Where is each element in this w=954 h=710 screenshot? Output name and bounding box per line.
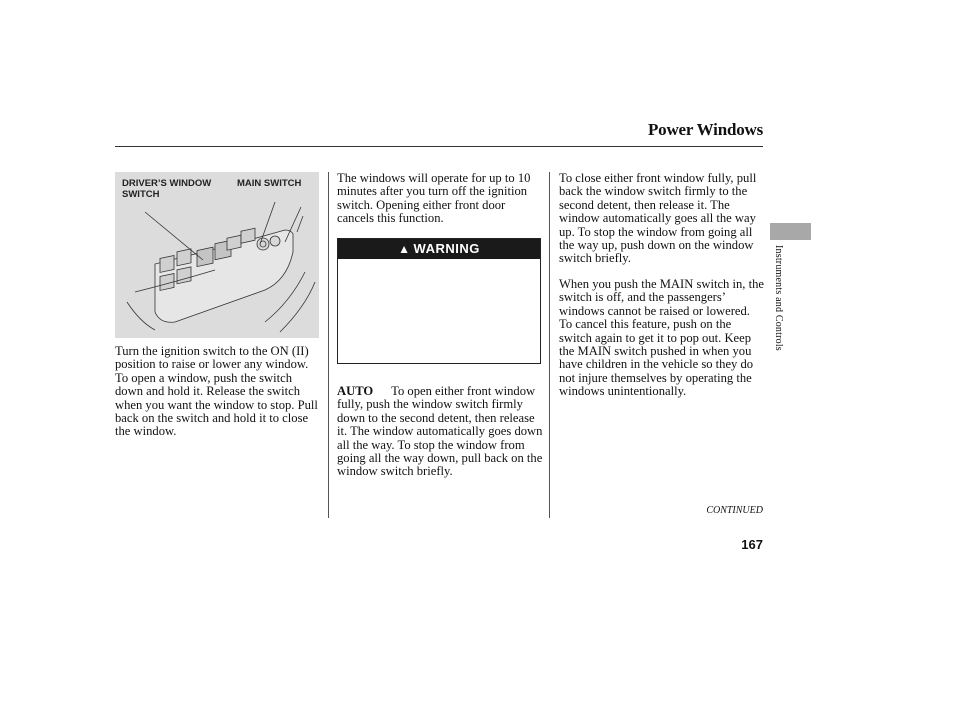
driver-window-switch-label <box>122 178 211 200</box>
column-divider-2 <box>549 172 550 518</box>
col3-paragraph-1: To close either front window fully, pull back the window switch firmly to the second detent, then release it. The window automatically goes all the way up. To stop the window from going all the way up, push down on the window switch briefly. <box>559 171 757 266</box>
section-tab-marker <box>770 223 811 240</box>
column-divider-1 <box>328 172 329 518</box>
col2-paragraph-1: The windows will operate for up to 10 minutes after you turn off the ignition switch. Opening either front door cancels this function. <box>337 171 531 226</box>
warning-header <box>338 239 540 259</box>
auto-paragraph <box>337 385 543 479</box>
main-switch-label: MAIN SWITCH <box>237 178 302 189</box>
continued-label: CONTINUED <box>706 505 763 516</box>
auto-label: AUTO <box>337 384 374 398</box>
header-rule <box>115 146 763 147</box>
col3-paragraph-2: When you push the MAIN switch in, the switch is off, and the passengers’ windows cannot be raised or lowered. To cancel this feature, push on the switch again to get it to pop out. Keep the MAIN switch pushed in when you have children in the vehicle so they do not injure themselves by operating the windows unintentionally. <box>559 277 764 399</box>
warning-triangle-icon: ▲ <box>398 242 411 256</box>
section-tab-label: Instruments and Controls <box>773 245 784 351</box>
label-line: DRIVER’S WINDOW <box>122 178 212 189</box>
warning-title: WARNING <box>413 241 480 256</box>
auto-text: To open either front window fully, push the window switch firmly down to the second detent, then release it. The window automatically goes down all the way. To stop the window from going all the way down, pull back on the window switch briefly. <box>337 384 543 479</box>
warning-box <box>337 238 541 364</box>
page-number: 167 <box>741 537 763 552</box>
page-title: Power Windows <box>647 120 763 139</box>
window-switch-illustration <box>115 172 319 338</box>
label-line: SWITCH <box>122 189 160 200</box>
col1-paragraph: Turn the ignition switch to the ON (II) position to raise or lower any window. To open a window, push the switch down and hold it. Release the switch when you want the window to stop. Pull back on the switch and hold it to close the window. <box>115 344 318 439</box>
